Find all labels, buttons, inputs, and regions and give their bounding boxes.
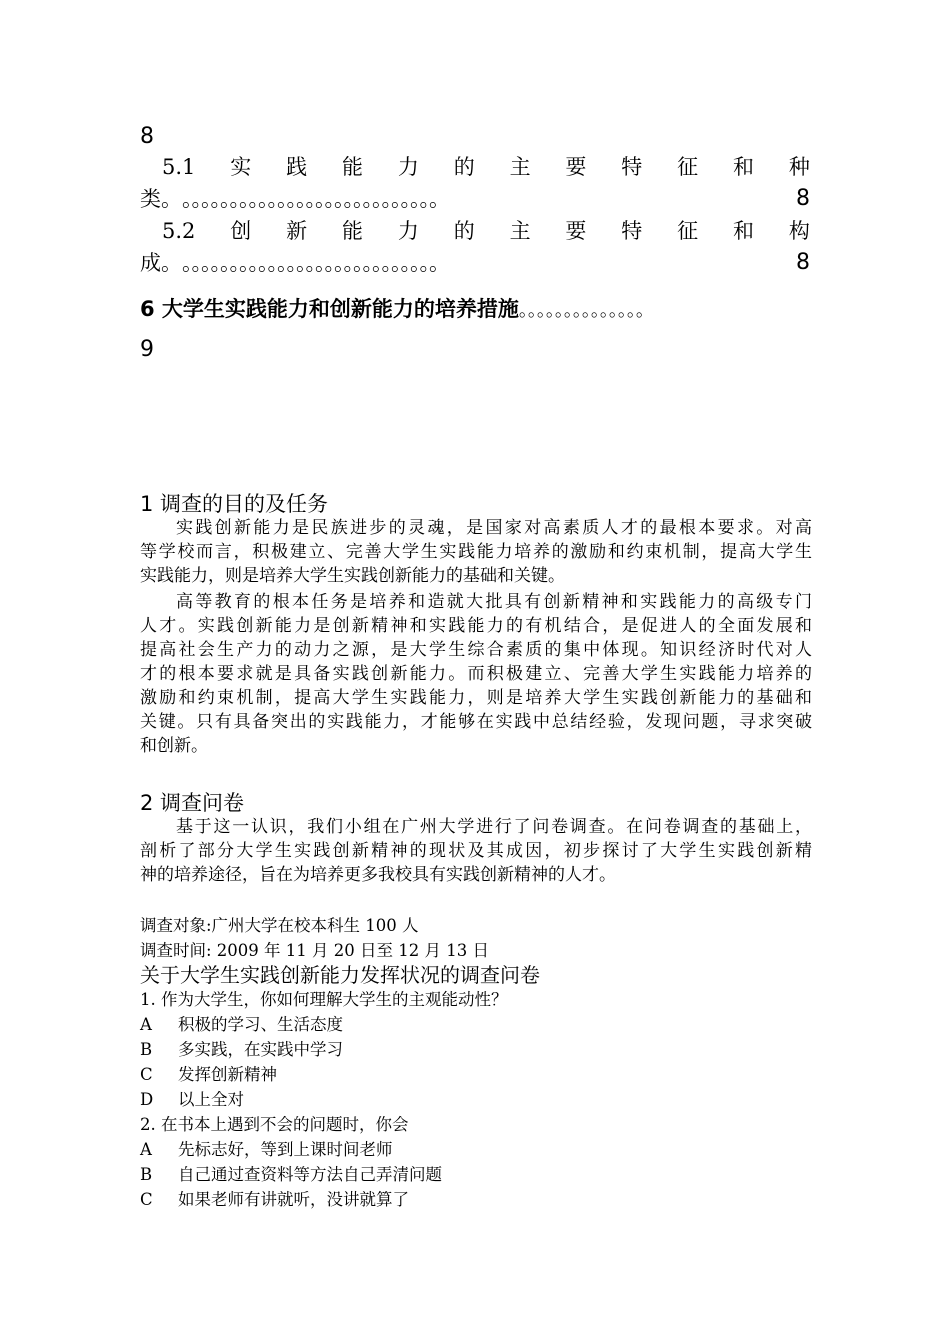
option-text: 自己通过查资料等方法自己弄清问题 xyxy=(178,1165,442,1184)
toc-cell: 力 xyxy=(397,155,419,179)
question-2-option-c[interactable] xyxy=(140,1188,409,1212)
section-1-heading: 1 调查的目的及任务 xyxy=(140,492,329,516)
toc-cell: 构 xyxy=(788,219,810,243)
question-1-option-d[interactable] xyxy=(140,1088,244,1112)
toc-cell: 和 xyxy=(733,219,754,243)
toc-cell: 能 xyxy=(341,155,363,179)
toc-page-number: 9 xyxy=(140,337,154,362)
paragraph-line: 实践创新能力是民族进步的灵魂，是国家对高素质人才的最根本要求。对高 xyxy=(176,518,812,538)
toc-entry-5-2-cont[interactable] xyxy=(140,248,810,278)
option-letter: A xyxy=(140,1140,152,1159)
section-2-heading: 2 调查问卷 xyxy=(140,791,245,815)
paragraph-line: 等学校而言，积极建立、完善大学生实践能力培养的激励和约束机制，提高大学生 xyxy=(140,542,812,562)
paragraph-line: 人才。实践创新能力是创新精神和实践能力的有机结合，是促进人的全面发展和 xyxy=(140,616,812,636)
toc-cell: 征 xyxy=(677,219,699,243)
toc-cell: 新 xyxy=(286,219,308,243)
toc-cell: 力 xyxy=(397,219,419,243)
toc-cell: 的 xyxy=(453,219,475,243)
survey-subject: 调查对象:广州大学在校本科生 100 人 xyxy=(140,916,419,935)
toc-cell: 创 xyxy=(230,219,252,243)
toc-cell: 的 xyxy=(453,155,475,179)
option-letter: B xyxy=(140,1165,153,1184)
toc-cell: 征 xyxy=(677,155,699,179)
paragraph-line: 高等教育的根本任务是培养和造就大批具有创新精神和实践能力的高级专门 xyxy=(176,592,812,612)
option-text: 多实践，在实践中学习 xyxy=(178,1040,343,1059)
option-text: 先标志好，等到上课时间老师 xyxy=(178,1140,393,1159)
survey-title: 关于大学生实践创新能力发挥状况的调查问卷 xyxy=(140,963,540,987)
toc-cell: 种 xyxy=(788,155,810,179)
section-2-paragraph-1 xyxy=(140,815,812,887)
toc-cell: 5.2 xyxy=(162,219,196,243)
option-letter: A xyxy=(140,1015,152,1034)
paragraph-line: 和创新。 xyxy=(140,736,208,756)
toc-page-number: 8 xyxy=(796,250,810,275)
toc-page-number: 8 xyxy=(140,124,154,149)
toc-leader-dots: 。。。。。。。。。。。。。。 xyxy=(518,300,654,321)
question-2-option-b[interactable] xyxy=(140,1163,442,1187)
option-text: 发挥创新精神 xyxy=(178,1065,277,1084)
paragraph-line: 关键。只有具备突出的实践能力，才能够在实践中总结经验，发现问题，寻求突破 xyxy=(140,712,812,732)
toc-entry-5-2[interactable] xyxy=(140,216,810,246)
toc-cell: 践 xyxy=(286,155,308,179)
toc-cell: 特 xyxy=(621,219,643,243)
toc-cell: 能 xyxy=(341,219,363,243)
question-2: 2. 在书本上遇到不会的问题时，你会 xyxy=(140,1115,409,1134)
paragraph-line: 才的根本要求就是具备实践创新能力。而积极建立、完善大学生实践能力培养的 xyxy=(140,664,812,684)
section-1-paragraph-1 xyxy=(140,516,812,588)
toc-leader-dots: 。。。。。。。。。。。。。。。。。。。。。。。。。。。 xyxy=(182,187,449,211)
toc-entry-6[interactable] xyxy=(140,294,824,326)
question-1-option-c[interactable] xyxy=(140,1063,277,1087)
toc-cell: 特 xyxy=(621,155,643,179)
paragraph-line: 剖析了部分大学生实践创新精神的现状及其成因，初步探讨了大学生实践创新精 xyxy=(140,841,812,861)
question-2-option-a[interactable] xyxy=(140,1138,393,1162)
toc-cell: 要 xyxy=(565,219,587,243)
paragraph-line: 激励和约束机制，提高大学生实践能力，则是培养大学生实践创新能力的基础和 xyxy=(140,688,812,708)
toc-tail-text: 成。 xyxy=(140,251,182,275)
toc-cell: 要 xyxy=(565,155,587,179)
toc-entry-5-1-cont[interactable] xyxy=(140,184,810,214)
option-text: 以上全对 xyxy=(178,1090,244,1109)
survey-time: 调查时间: 2009 年 11 月 20 日至 12 月 13 日 xyxy=(140,941,489,960)
option-letter: D xyxy=(140,1090,154,1109)
option-letter: C xyxy=(140,1065,153,1084)
option-text: 如果老师有讲就听，没讲就算了 xyxy=(178,1190,409,1209)
toc-cell: 实 xyxy=(230,155,252,179)
question-1-option-a[interactable] xyxy=(140,1013,343,1037)
paragraph-line: 神的培养途径，旨在为培养更多我校具有实践创新精神的人才。 xyxy=(140,865,616,885)
paragraph-line: 提高社会生产力的动力之源，是大学生综合素质的集中体现。知识经济时代对人 xyxy=(140,640,812,660)
toc-cell: 和 xyxy=(733,155,754,179)
toc-entry-5-1[interactable] xyxy=(140,152,810,182)
option-letter: B xyxy=(140,1040,153,1059)
toc-cell: 主 xyxy=(509,155,531,179)
toc-entry-label: 6 大学生实践能力和创新能力的培养措施 xyxy=(140,297,519,321)
toc-leader-dots: 。。。。。。。。。。。。。。。。。。。。。。。。。。。 xyxy=(182,251,449,275)
toc-tail-text: 类。 xyxy=(140,187,182,211)
paragraph-line: 实践能力，则是培养大学生实践创新能力的基础和关键。 xyxy=(140,566,565,586)
toc-page-number: 8 xyxy=(796,186,810,211)
toc-cell: 5.1 xyxy=(162,155,196,179)
option-letter: C xyxy=(140,1190,153,1209)
option-text: 积极的学习、生活态度 xyxy=(178,1015,343,1034)
paragraph-line: 基于这一认识，我们小组在广州大学进行了问卷调查。在问卷调查的基础上， xyxy=(176,817,812,837)
section-1-paragraph-2 xyxy=(140,590,812,758)
question-1: 1. 作为大学生，你如何理解大学生的主观能动性？ xyxy=(140,990,508,1009)
toc-cell: 主 xyxy=(509,219,531,243)
question-1-option-b[interactable] xyxy=(140,1038,343,1062)
